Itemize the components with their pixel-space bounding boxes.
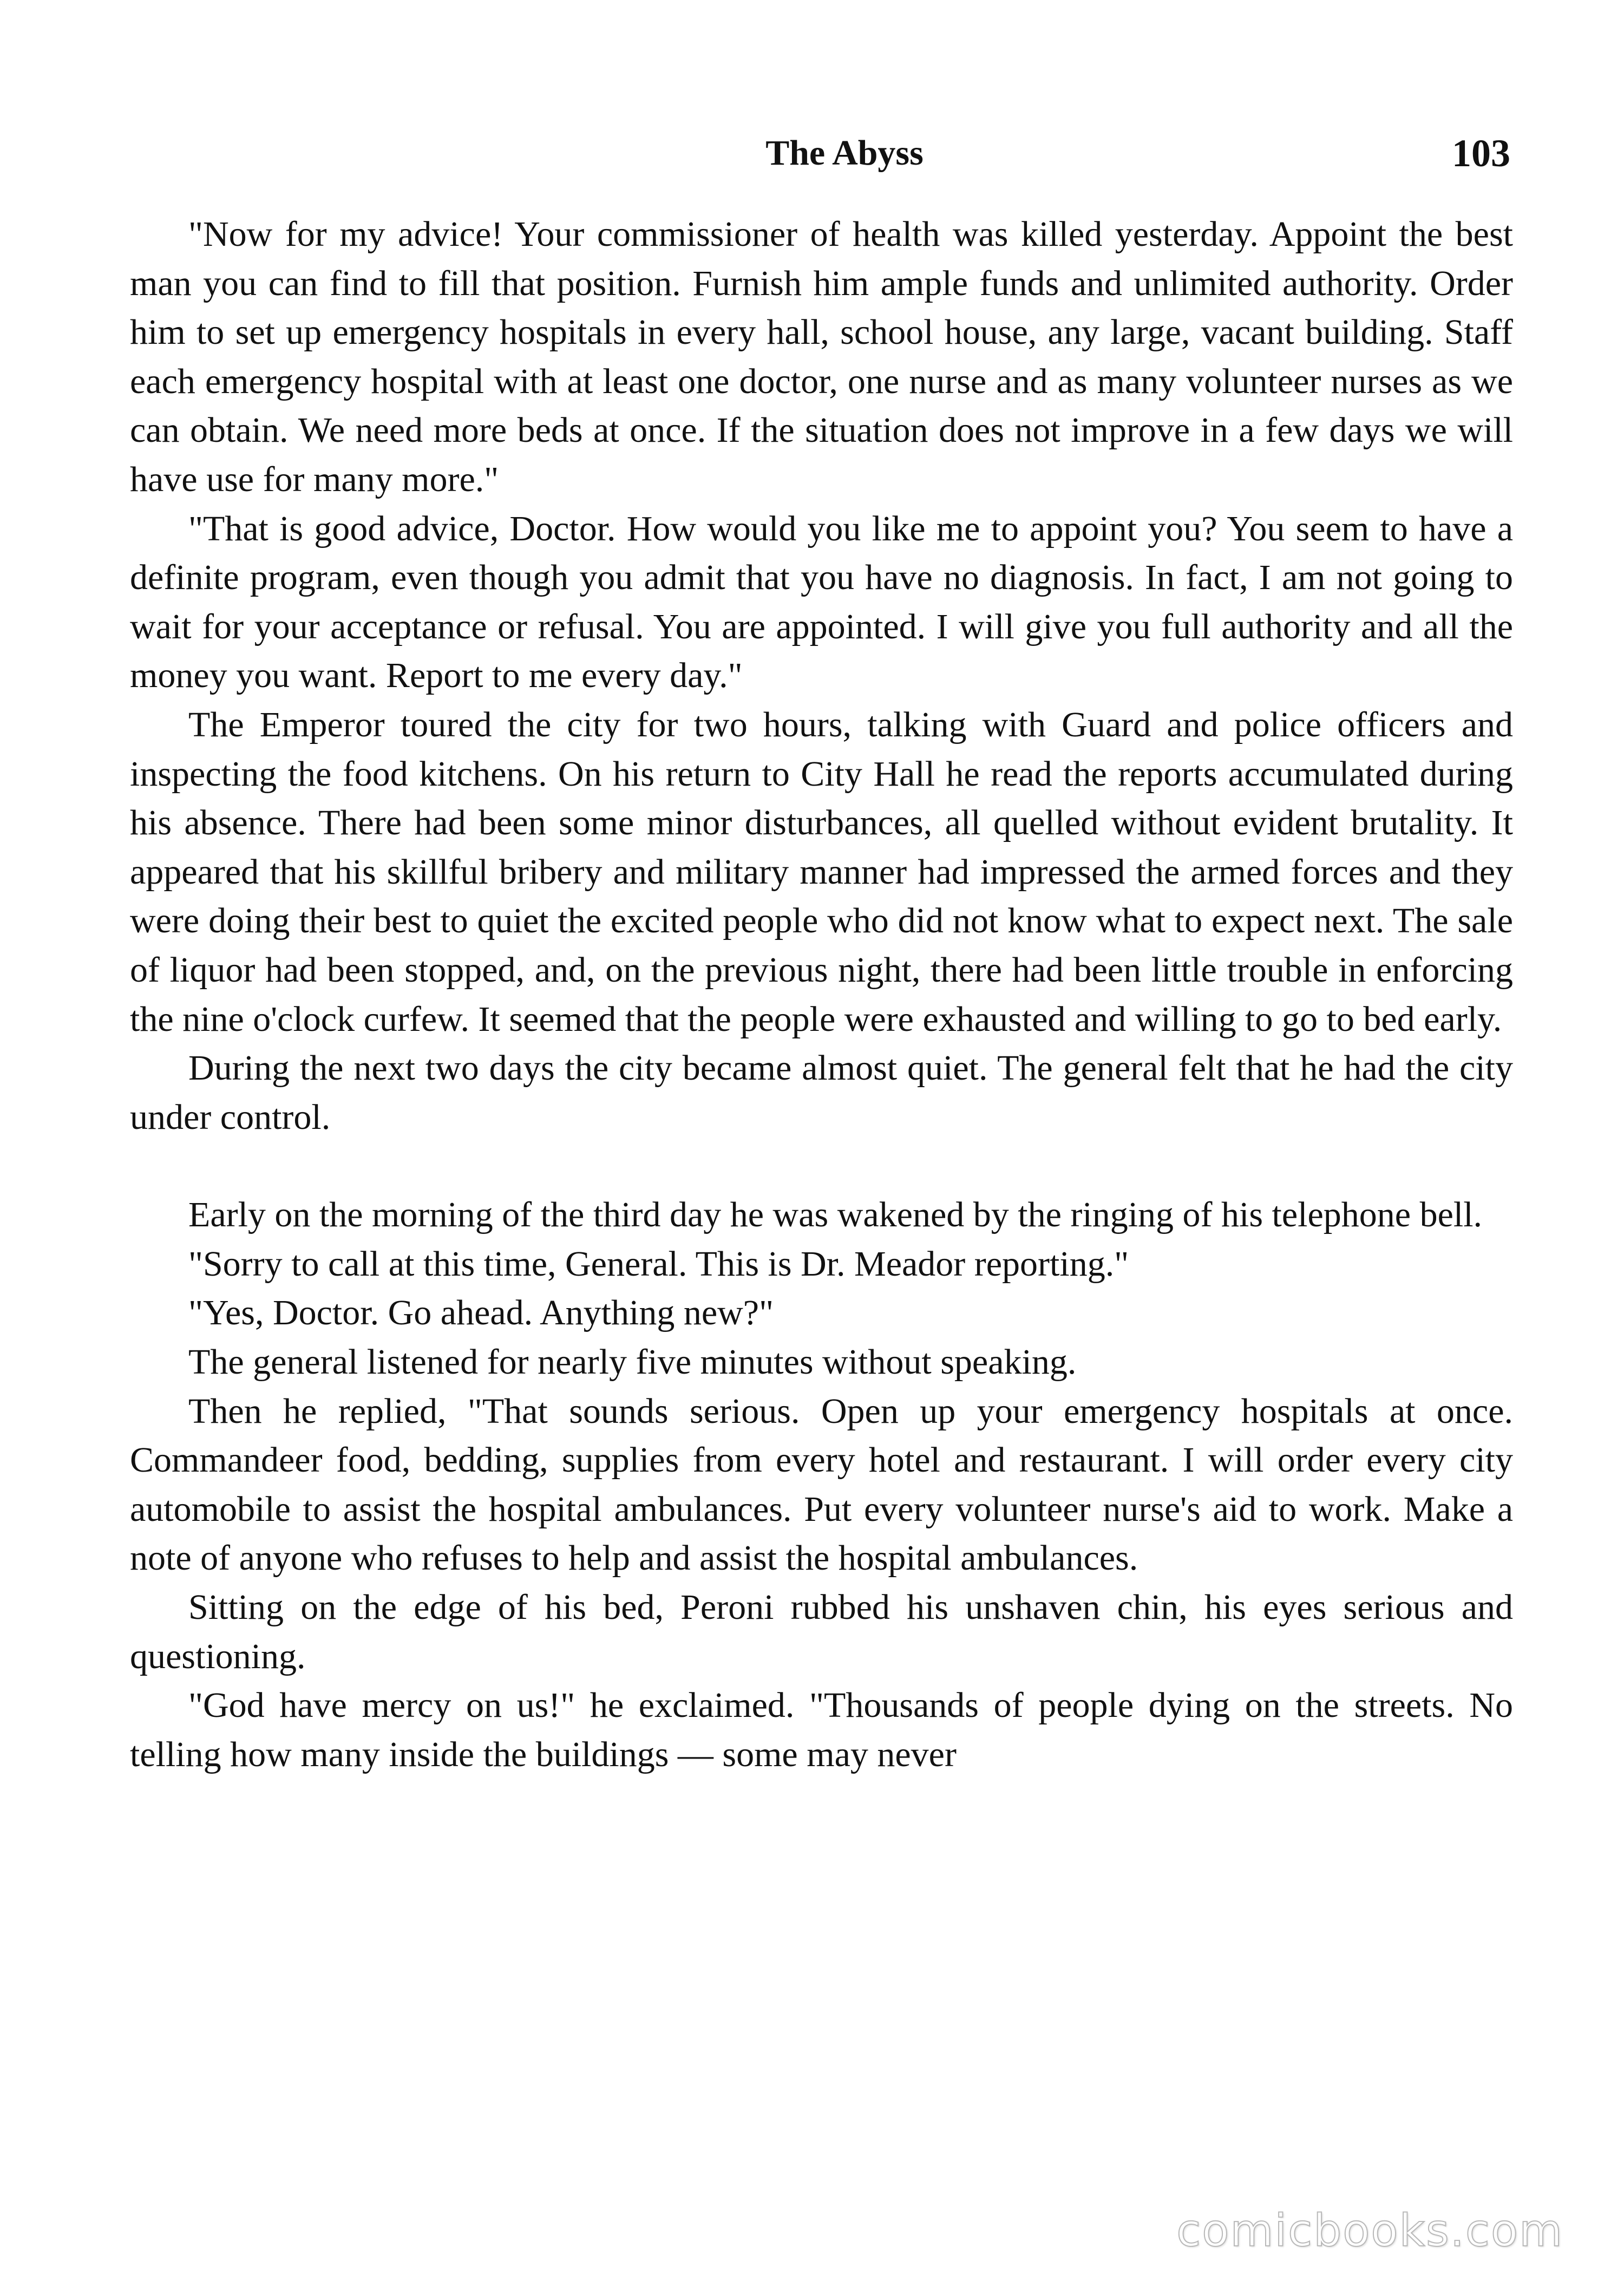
paragraph-orders: Then he replied, "That sounds serious. Open up your emergency hospitals at once. Commandeer food, bedding, supplies from every hotel and restaurant. I will order every city automobile to assist the hospital ambulances. Put every volunteer nurse's aid to work. Make a note of anyone who refuses to help and assist the hospital ambulances. [130,1391,1513,1578]
body-text [130,210,1513,1779]
watermark-logo: comicbooks.com [1176,2205,1563,2257]
page-number: 103 [1452,132,1510,175]
paragraph-third-day: Early on the morning of the third day he was wakened by the ringing of his telephone bell. [188,1195,1483,1235]
paragraph-exclaimed: "God have mercy on us!" he exclaimed. "Thousands of people dying on the streets. No telling how many inside the buildings — some may never [130,1685,1513,1774]
paragraph-advice: "Now for my advice! Your commissioner of health was killed yesterday. Appoint the best man you can find to fill that position. Furnish him ample funds and unlimited authority. Order him to set up emergency hospitals in every hall, school house, any large, vacant building. Staff each emergency hospital with at least one doctor, one nurse and as many volunteer nurses as we can obtain. We need more beds at once. If the situation does not improve in a few days we will have use for many more." [130,214,1513,499]
paragraph-general-reply: "Yes, Doctor. Go ahead. Anything new?" [188,1293,774,1333]
paragraph-appointment: "That is good advice, Doctor. How would you like me to appoint you? You seem to have a definite program, even though you admit that you have no diagnosis. In fact, I am not going to wait for your acceptance or refusal. You are appointed. I will give you full authority and all the money you want. Report to me every day." [130,508,1513,696]
paragraph-listened: The general listened for nearly five minutes without speaking. [188,1342,1077,1382]
paragraph-quiet-days: During the next two days the city became almost quiet. The general felt that he had the city under control. [130,1048,1513,1137]
paragraph-peroni: Sitting on the edge of his bed, Peroni rubbed his unshaven chin, his eyes serious and questioning. [130,1587,1513,1676]
running-title: The Abyss [765,133,924,173]
paragraph-doctor-call: "Sorry to call at this time, General. This is Dr. Meador reporting." [188,1244,1129,1284]
paragraph-emperor-tour: The Emperor toured the city for two hours, talking with Guard and police officers and inspecting the food kitchens. On his return to City Hall he read the reports accumulated during his absence. There had been some minor disturbances, all quelled without evident brutality. It appeared that his skillful bribery and military manner had impressed the armed forces and they were doing their best to quiet the excited people who did not know what to expect next. The sale of liquor had been stopped, and, on the previous night, there had been little trouble in enforcing the nine o'clock curfew. It seemed that the people were exhausted and willing to go to bed early. [130,704,1513,1039]
running-head [179,129,1510,178]
